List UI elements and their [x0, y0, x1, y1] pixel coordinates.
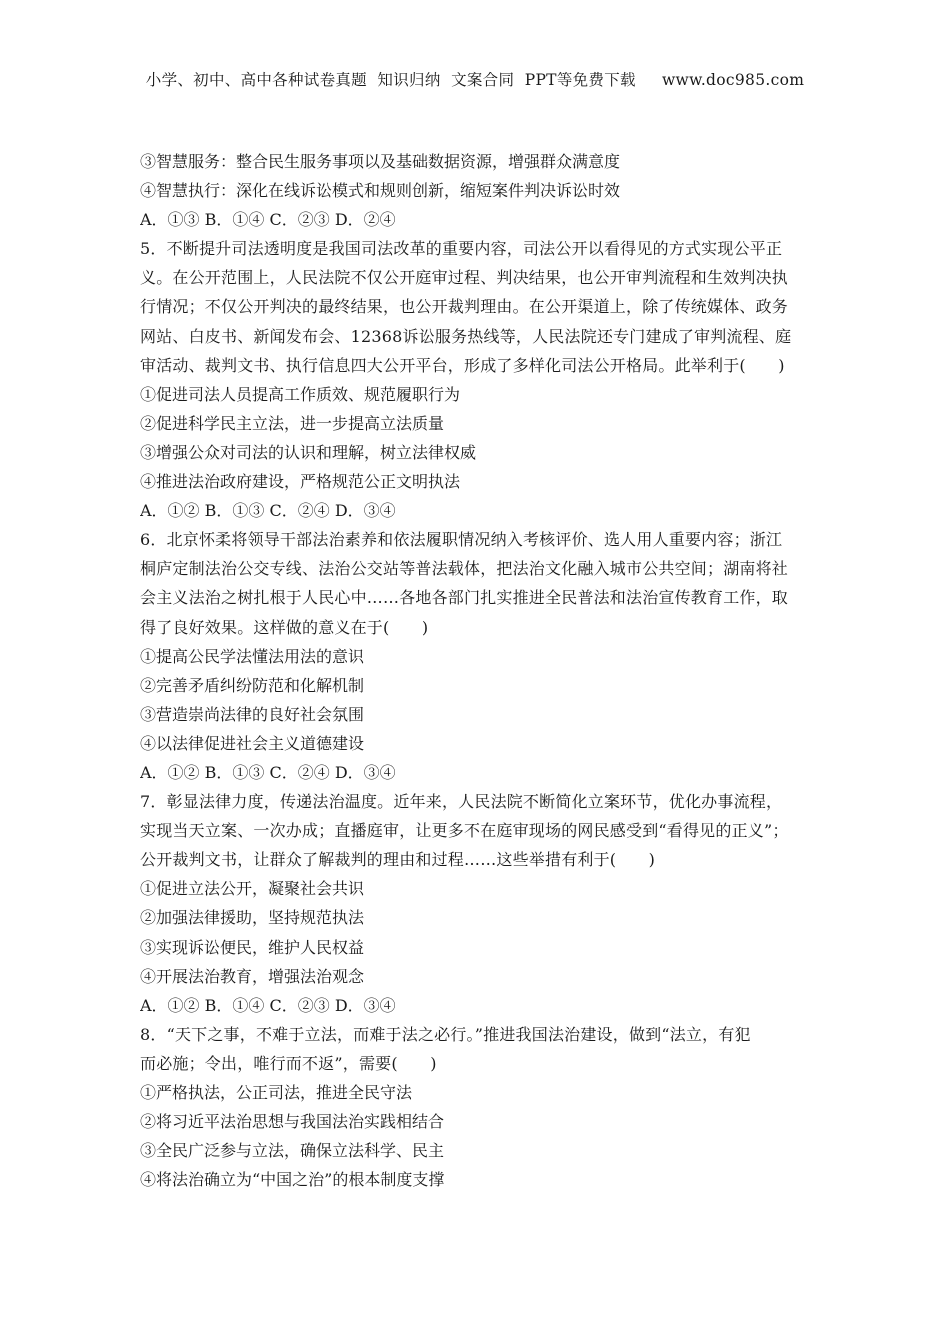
option-line: ④推进法治政府建设，严格规范公正文明执法 — [140, 472, 461, 492]
option-line: ③智慧服务：整合民生服务事项以及基础数据资源，增强群众满意度 — [140, 152, 621, 171]
question-text-line: 6．北京怀柔将领导干部法治素养和依法履职情况纳入考核评价、选人用人重要内容；浙江 — [140, 530, 783, 550]
option-line: ③全民广泛参与立法，确保立法科学、民主 — [140, 1141, 445, 1161]
option-line: ①促进立法公开，凝聚社会共识 — [140, 879, 365, 899]
question-text-line: 8．“天下之事，不难于立法，而难于法之必行。”推进我国法治建设，做到“法立，有犯 — [140, 1024, 751, 1044]
question-text-line: 实现当天立案、一次办成；直播庭审，让更多不在庭审现场的网民感受到“看得见的正义”； — [140, 821, 789, 841]
option-line: ③实现诉讼便民，维护人民权益 — [140, 937, 365, 957]
question-text-line: 行情况；不仅公开判决的最终结果，也公开裁判理由。在公开渠道上，除了传统媒体、政务 — [140, 297, 789, 317]
option-line: ③增强公众对司法的认识和理解，树立法律权威 — [140, 442, 477, 462]
question-text-line: 7．彰显法律力度，传递法治温度。近年来，人民法院不断简化立案环节，优化办事流程， — [140, 792, 783, 812]
answer-choices: A．①② B．①③ C．②④ D．③④ — [140, 762, 396, 782]
option-line: ④开展法治教育，增强法治观念 — [140, 966, 365, 986]
option-line: ②加强法律援助，坚持规范执法 — [140, 908, 365, 928]
question-text-line: 公开裁判文书，让群众了解裁判的理由和过程……这些举措有利于( ) — [140, 850, 656, 870]
question-text-line: 5．不断提升司法透明度是我国司法改革的重要内容，司法公开以看得见的方式实现公平正 — [140, 239, 783, 259]
option-line: ④将法治确立为“中国之治”的根本制度支撑 — [140, 1170, 445, 1190]
question-text-line: 会主义法治之树扎根于人民心中……各地各部门扎实推进全民普法和法治宣传教育工作，取 — [140, 588, 789, 608]
answer-choices: A．①③ B．①④ C．②③ D．②④ — [140, 210, 396, 230]
option-line: ②完善矛盾纠纷防范和化解机制 — [140, 675, 365, 695]
option-line: ②促进科学民主立法，进一步提高立法质量 — [140, 413, 445, 433]
answer-choices: A．①② B．①④ C．②③ D．③④ — [140, 995, 396, 1015]
question-text-line: 得了良好效果。这样做的意义在于( ) — [140, 617, 429, 637]
option-line: ①促进司法人员提高工作质效、规范履职行为 — [140, 384, 461, 404]
question-text-line: 桐庐定制法治公交专线、法治公交站等普法载体，把法治文化融入城市公共空间；湖南将社 — [140, 559, 789, 579]
option-line: ④以法律促进社会主义道德建设 — [140, 733, 365, 753]
question-text-line: 义。在公开范围上，人民法院不仅公开庭审过程、判决结果，也公开审判流程和生效判决执 — [140, 268, 789, 288]
option-line: ①严格执法，公正司法，推进全民守法 — [140, 1083, 413, 1102]
question-text-line: 审活动、裁判文书、执行信息四大公开平台，形成了多样化司法公开格局。此举利于( ) — [140, 355, 785, 375]
question-text-line: 网站、白皮书、新闻发布会、12368诉讼服务热线等，人民法院还专门建成了审判流程、庭 — [140, 326, 792, 346]
answer-choices: A．①② B．①③ C．②④ D．③④ — [140, 501, 396, 521]
option-line: ④智慧执行：深化在线诉讼模式和规则创新，缩短案件判决诉讼时效 — [140, 181, 621, 201]
option-line: ②将习近平法治思想与我国法治实践相结合 — [140, 1112, 445, 1132]
exam-content — [140, 147, 820, 1194]
question-text-line: 而必施；令出，唯行而不返”，需要( ) — [140, 1053, 437, 1073]
option-line: ①提高公民学法懂法用法的意识 — [140, 646, 365, 666]
option-line: ③营造崇尚法律的良好社会氛围 — [140, 704, 365, 724]
page-header: 小学、初中、高中各种试卷真题 知识归纳 文案合同 PPT等免费下载 www.doc985.com — [145, 71, 805, 89]
